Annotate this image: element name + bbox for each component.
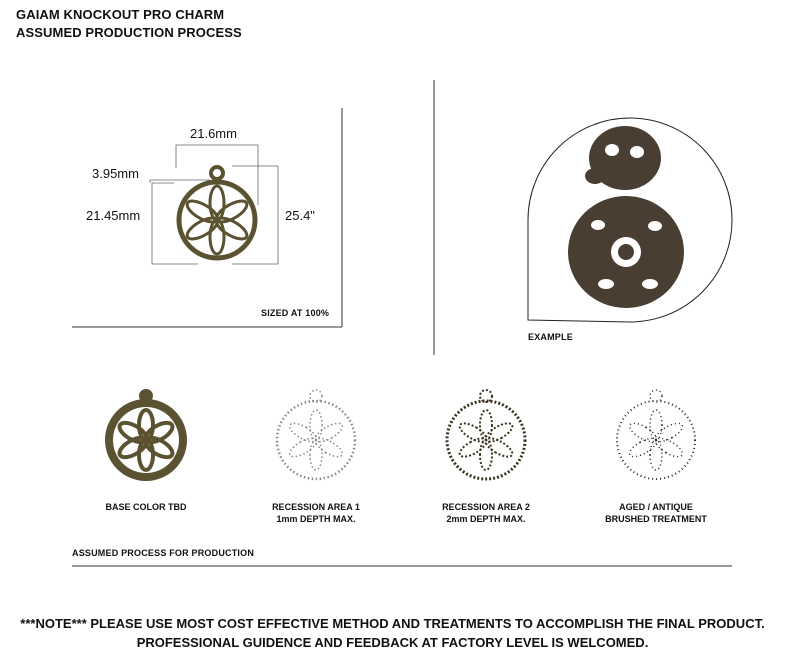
process-caption-base [86,501,206,513]
diameter-dimension-label: 21.45mm [86,208,141,223]
process-caption-recession-1 [256,501,376,525]
caption-line-2: 1mm DEPTH MAX. [276,514,356,524]
width-dimension-label: 21.6mm [190,126,237,141]
title-line-2: ASSUMED PRODUCTION PROCESS [16,25,242,40]
example-caption: EXAMPLE [528,332,573,342]
caption-line-2: 2mm DEPTH MAX. [446,514,526,524]
caption-line-1: RECESSION AREA 1 [272,502,360,512]
process-caption-recession-2 [426,501,546,525]
footer-note-line-2: PROFESSIONAL GUIDENCE AND FEEDBACK AT FACTORY LEVEL IS WELCOMED. [136,635,649,650]
caption-line-1: AGED / ANTIQUE [619,502,693,512]
aged-antique-charm [617,390,695,479]
footer-note [0,614,785,652]
caption-line-2: BRUSHED TREATMENT [605,514,707,524]
bail-dimension-label: 3.95mm [92,166,139,181]
caption-line-1: RECESSION AREA 2 [442,502,530,512]
scale-note: SIZED AT 100% [261,308,330,318]
title-line-1: GAIAM KNOCKOUT PRO CHARM [16,7,225,22]
footer-note-line-1: ***NOTE*** PLEASE USE MOST COST EFFECTIVE METHOD AND TREATMENTS TO ACCOMPLISH THE FINAL PRODUCT. [20,616,765,631]
base-color-charm [105,389,187,481]
process-caption-aged [594,501,718,525]
recession-area-2-charm [447,390,525,479]
caption-line-1: BASE COLOR TBD [105,502,187,512]
total-dimension-label: 25.4" [285,208,315,223]
process-label: ASSUMED PROCESS FOR PRODUCTION [72,548,255,558]
recession-area-1-charm [277,390,355,479]
